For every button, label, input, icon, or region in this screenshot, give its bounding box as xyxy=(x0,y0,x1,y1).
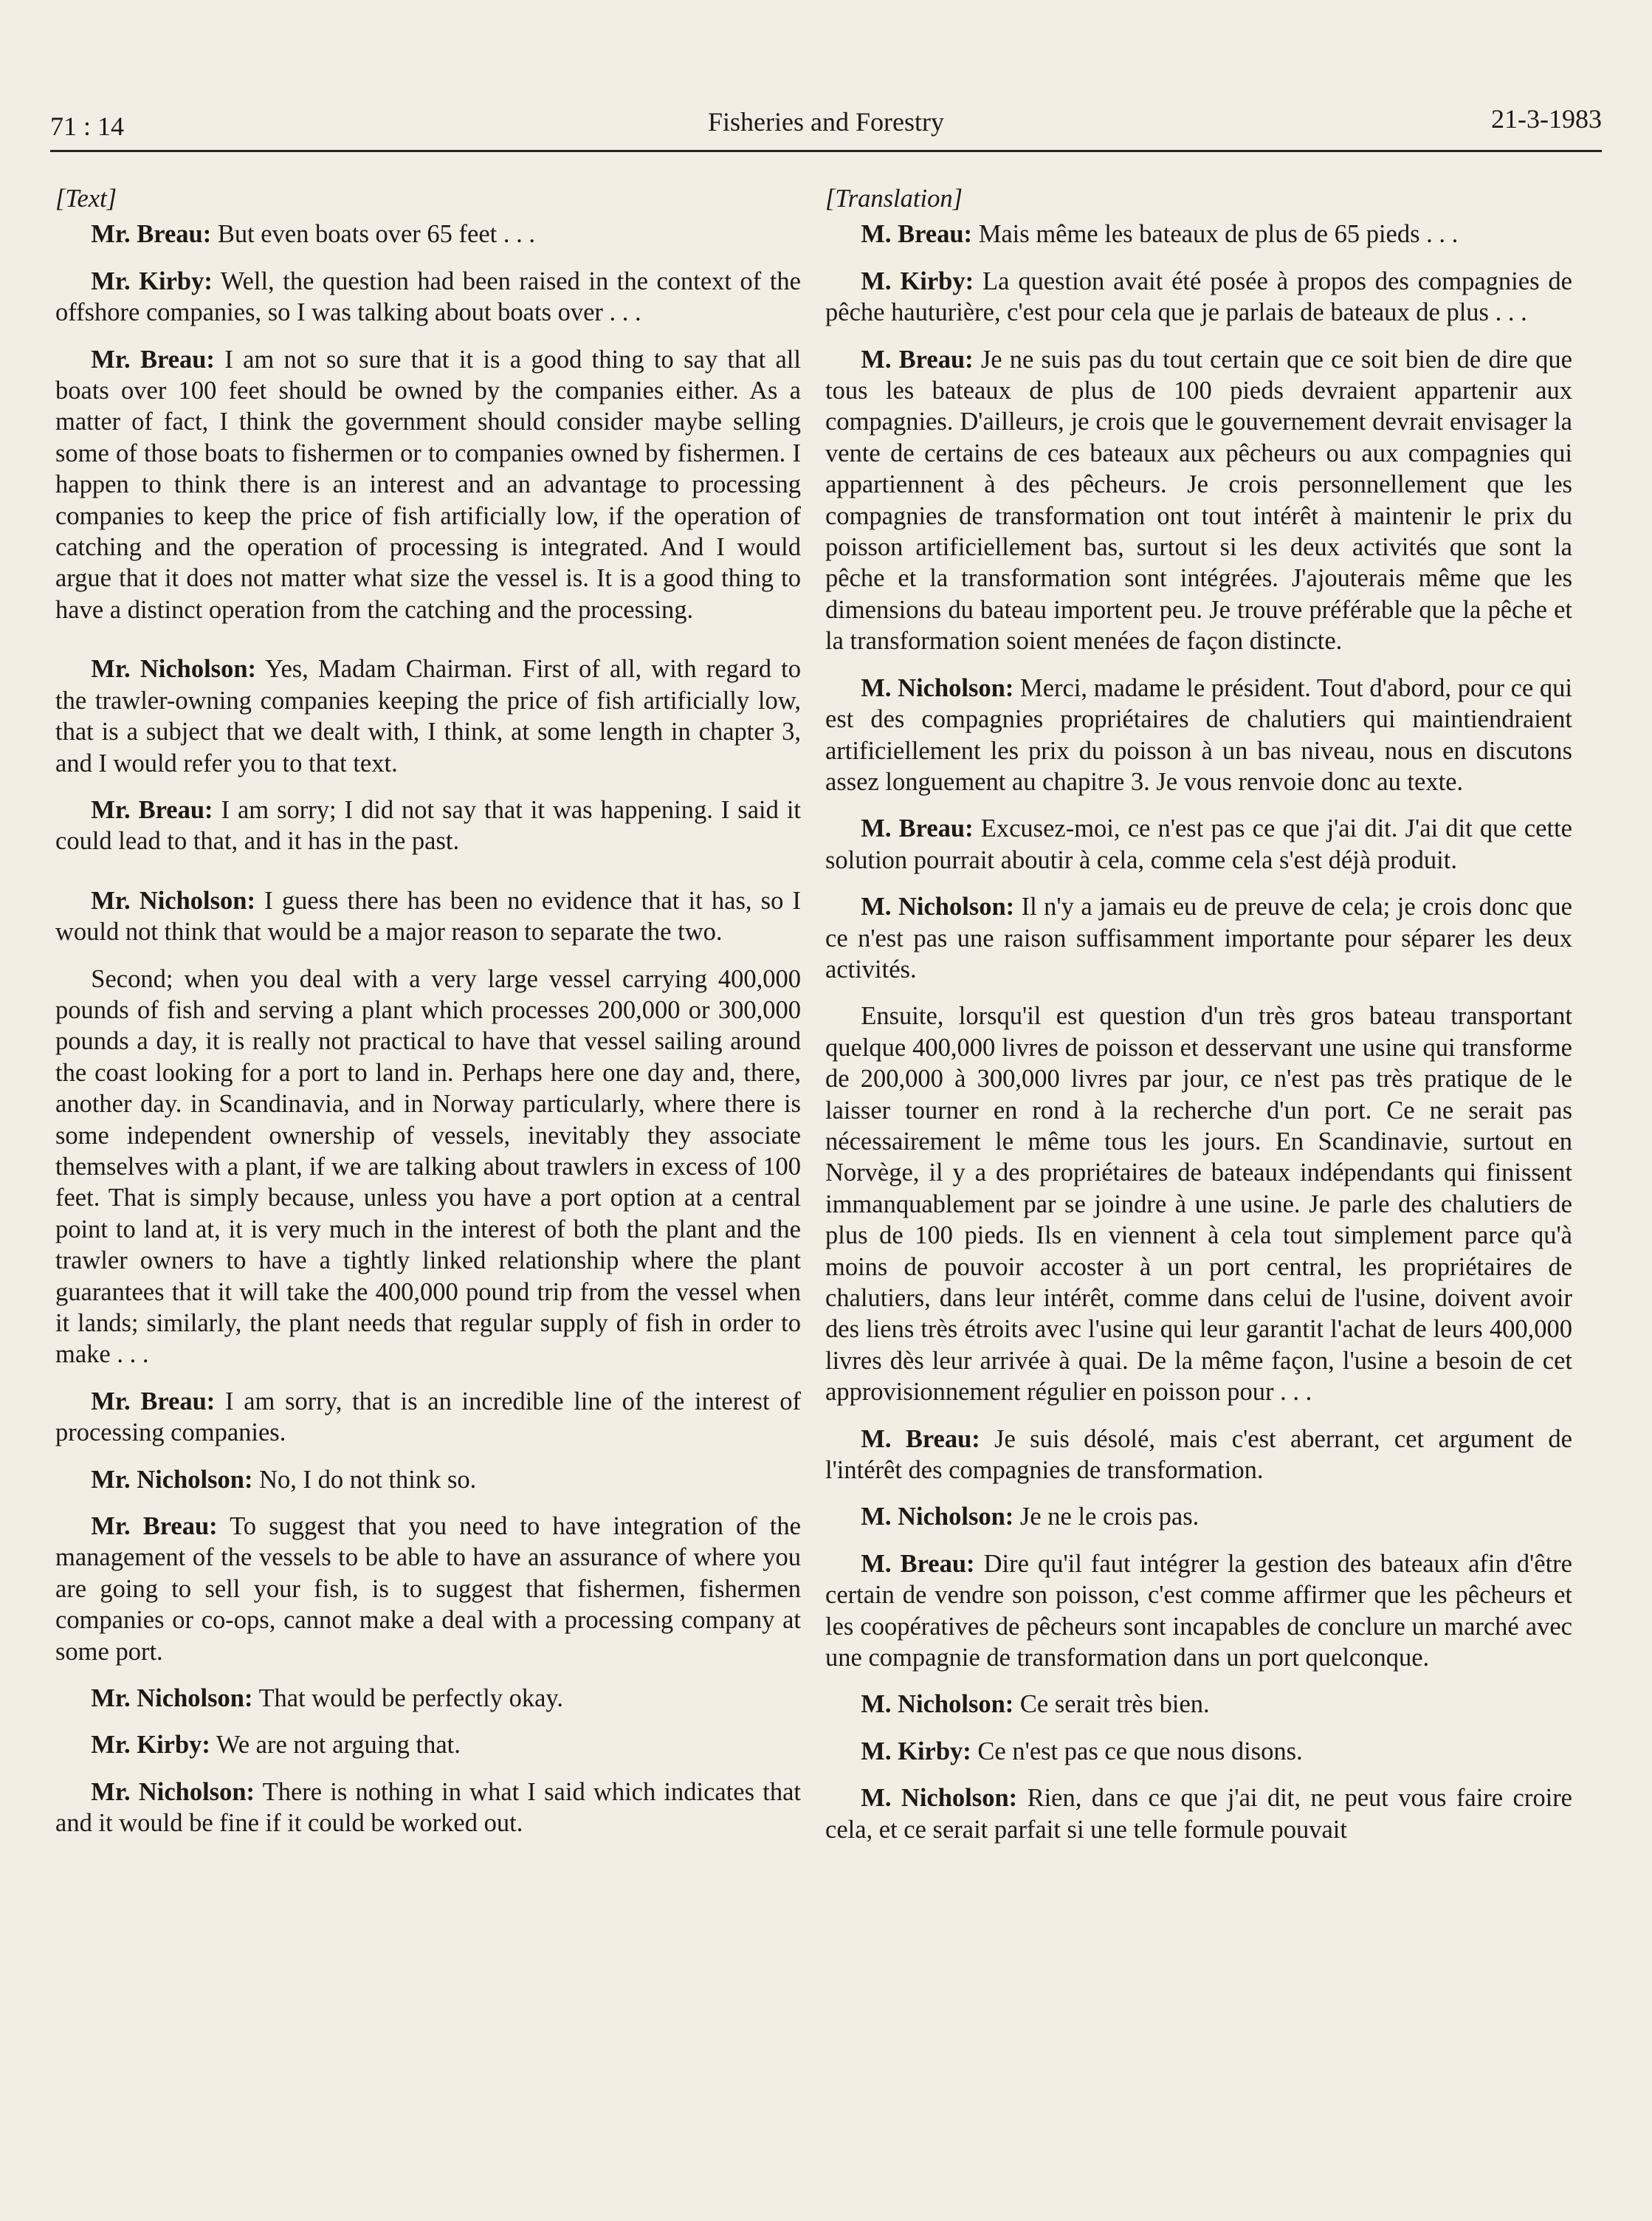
speech-text: I am sorry, that is an incredible line of the interest of processing companies. xyxy=(55,1387,801,1447)
paragraph xyxy=(55,1683,801,1714)
speaker-name: Mr. Nicholson: xyxy=(91,1465,253,1494)
speaker-name: M. Nicholson: xyxy=(861,1503,1014,1531)
speech-text: Je suis désolé, mais c'est aberrant, cet argument de l'intérêt des compagnies de transformation. xyxy=(825,1424,1572,1485)
speaker-name: M. Nicholson: xyxy=(861,1690,1014,1719)
speech-text: Il n'y a jamais eu de preuve de cela; je crois donc que ce n'est pas une raison suffisamment importante pour séparer les deux activités. xyxy=(825,893,1572,984)
paragraph xyxy=(825,1736,1572,1767)
paragraph xyxy=(55,885,801,948)
page-header xyxy=(50,103,1602,148)
column-label: [Translation] xyxy=(825,185,963,213)
paragraph xyxy=(55,1464,801,1495)
issue-date: 21-3-1983 xyxy=(1491,104,1602,134)
paragraph xyxy=(55,1729,801,1760)
speech-text: Yes, Madam Chairman. First of all, with regard to the trawler-owning companies keeping the price of fish artificially low, that is a subject that we dealt with, I think, at some length in chapter 3, and I would refer you to that text. xyxy=(55,655,801,777)
paragraph xyxy=(55,1777,801,1839)
speaker-name: M. Nicholson: xyxy=(861,673,1014,702)
speaker-name: M. Breau: xyxy=(861,1549,975,1578)
speech-text: We are not arguing that. xyxy=(210,1731,461,1760)
speaker-name: Mr. Breau: xyxy=(91,220,212,249)
publication-title: Fisheries and Forestry xyxy=(708,107,944,137)
speaker-name: Mr. Breau: xyxy=(91,345,215,374)
speech-text: Well, the question had been raised in the context of the offshore companies, so I was talking about boats over . . . xyxy=(55,267,801,327)
spacer xyxy=(55,641,801,653)
speaker-name: Mr. Nicholson: xyxy=(91,886,255,915)
speaker-name: Mr. Kirby: xyxy=(91,1731,210,1760)
paragraph xyxy=(825,344,1572,657)
paragraph xyxy=(55,344,801,626)
speaker-name: M. Kirby: xyxy=(861,1737,971,1765)
speaker-name: M. Kirby: xyxy=(861,267,974,295)
speaker-name: Mr. Kirby: xyxy=(91,267,213,295)
speech-text: Mais même les bateaux de plus de 65 pieds . . . xyxy=(972,220,1459,249)
speech-text: Excusez-moi, ce n'est pas ce que j'ai dit. J'ai dit que cette solution pourrait aboutir à cela, comme cela s'est déjà produit. xyxy=(825,814,1572,874)
paragraph xyxy=(825,1424,1572,1486)
paragraph xyxy=(55,653,801,779)
speech-text: Rien, dans ce que j'ai dit, ne peut vous faire croire cela, et ce serait parfait si une telle formule pouvait xyxy=(825,1784,1572,1844)
speech-text: There is nothing in what I said which indicates that and it would be fine if it could be worked out. xyxy=(55,1777,801,1838)
speaker-name: Mr. Nicholson: xyxy=(91,1777,255,1806)
speaker-name: Mr. Breau: xyxy=(91,795,213,824)
speech-text: I am not so sure that it is a good thing to say that all boats over 100 feet should be owned by the companies either. As a matter of fact, I think the government should consider maybe selling some of those boats to fishermen or to companies owned by fishermen. I happen to think there is an interest and an advantage to processing companies to keep the price of fish artificially low, if the operation of catching and the operation of processing is integrated. And I would argue that it does not matter what size the vessel is. It is a good thing to have a distinct operation from the catching and the processing. xyxy=(55,345,801,624)
paragraph xyxy=(55,794,801,857)
speaker-name: M. Breau: xyxy=(861,345,974,374)
speech-text: To suggest that you need to have integration of the management of the vessels to be able to have an assurance of where you are going to sell your fish, is to suggest that fishermen, fishermen companies or co-ops, cannot make a deal with a processing company at some port. xyxy=(55,1512,801,1666)
speech-text: La question avait été posée à propos des compagnies de pêche hauturière, c'est pour cela que je parlais de bateaux de plus . . . xyxy=(825,267,1572,327)
speech-text: Je ne suis pas du tout certain que ce soit bien de dire que tous les bateaux de plus de 100 pieds devraient appartenir aux compagnies. D'ailleurs, je crois que le gouvernement devrait envisager la vente de certains de ces bateaux aux pêcheurs ou aux compagnies qui appartiennent à des pêcheurs. Je crois personnellement que les compagnies de transformation ont tout intérêt à maintenir le prix du poisson artificiellement bas, surtout si les deux activités que sont la pêche et la transformation sont intégrées. J'ajouterais même que les dimensions du bateau importent peu. Je trouve préférable que la pêche et la transformation soient menées de façon distincte. xyxy=(825,345,1572,656)
english-column xyxy=(55,183,801,1855)
paragraph xyxy=(55,266,801,329)
speaker-name: Mr. Nicholson: xyxy=(91,1684,253,1713)
speaker-name: Mr. Nicholson: xyxy=(91,655,257,684)
speech-text: Ensuite, lorsqu'il est question d'un très gros bateau transportant quelque 400,000 livres de poisson et desservant une usine qui transforme de 200,000 à 300,000 livres par jour, ce n'est pas très pratique de le laisser tourner en rond à la recherche d'un port. Ce ne serait pas nécessairement le même tous les jours. En Scandinavie, surtout en Norvège, il y a des propriétaires de bateaux indépendants qui finissent immanquablement par se joindre à une usine. Je parle des chalutiers de plus de 100 pieds. Ils en viennent à cela tout simplement parce qu'à moins de pouvoir accoster à un port central, les propriétaires de chalutiers, dans leur intérêt, comme dans celui de l'usine, doivent avoir des liens très étroits avec l'usine qui leur garantit l'achat de leurs 400,000 livres dès leur arrivée à quai. De la même façon, l'usine a besoin de cet approvisionnement régulier en poisson pour . . . xyxy=(825,1002,1572,1407)
speaker-name: M. Nicholson: xyxy=(861,893,1015,921)
speech-text: Ce serait très bien. xyxy=(1013,1690,1210,1719)
paragraph xyxy=(825,1000,1572,1407)
paragraph xyxy=(55,219,801,250)
paragraph xyxy=(55,1511,801,1667)
speech-text: Dire qu'il faut intégrer la gestion des bateaux afin d'être certain de vendre son poisson, c'est comme affirmer que les pêcheurs et les coopératives de pêcheurs sont incapables de conclure un marché avec une compagnie de transformation dans un port quelconque. xyxy=(825,1549,1572,1672)
speaker-name: Mr. Breau: xyxy=(91,1387,216,1415)
speaker-name: M. Breau: xyxy=(861,814,974,843)
paragraph xyxy=(825,813,1572,876)
speech-text: But even boats over 65 feet . . . xyxy=(211,220,535,249)
speech-text: Merci, madame le président. Tout d'abord, pour ce qui est des compagnies propriétaires de chalutiers qui maintiendraient artificiellement les prix du poisson à un bas niveau, nous en discutons assez longuement au chapitre 3. Je vous renvoie donc au texte. xyxy=(825,673,1573,796)
speech-text: Je ne le crois pas. xyxy=(1013,1503,1200,1531)
paragraph xyxy=(825,1782,1572,1845)
paragraph xyxy=(825,219,1572,250)
speech-text: Ce n'est pas ce que nous disons. xyxy=(971,1737,1303,1765)
paragraph xyxy=(825,266,1572,329)
paragraph xyxy=(825,1689,1572,1720)
french-column xyxy=(825,183,1572,1861)
speech-text: Second; when you deal with a very large vessel carrying 400,000 pounds of fish and serving a plant which processes 200,000 or 300,000 pounds a day, it is really not practical to have that vessel sailing around the coast looking for a port to land in. Perhaps here one day and, there, another day. in Scandinavia, and in Norway particularly, where there is some independent ownership of vessels, inevitably they associate themselves with a plant, if we are talking about trawlers in excess of 100 feet. That is simply because, unless you have a port option at a central point to land at, it is very much in the interest of both the plant and the trawler owners to have a tightly linked relationship where the plant guarantees that it will take the 400,000 pound trip from the vessel when it lands; similarly, the plant needs that regular supply of fish in order to make . . . xyxy=(55,964,801,1369)
paragraph xyxy=(825,1501,1572,1532)
speech-text: I am sorry; I did not say that it was happening. I said it could lead to that, and it has in the past. xyxy=(55,795,801,856)
header-rule xyxy=(50,150,1602,152)
spacer xyxy=(55,873,801,885)
speaker-name: M. Breau: xyxy=(861,1424,980,1453)
paragraph xyxy=(825,1548,1572,1674)
paragraph xyxy=(825,673,1572,798)
speaker-name: Mr. Breau: xyxy=(91,1512,218,1541)
paragraph xyxy=(55,964,801,1370)
speaker-name: M. Breau: xyxy=(861,220,973,249)
speech-text: No, I do not think so. xyxy=(252,1465,477,1494)
speaker-name: M. Nicholson: xyxy=(861,1784,1018,1813)
paragraph xyxy=(55,1386,801,1449)
paragraph xyxy=(825,891,1572,985)
speech-text: That would be perfectly okay. xyxy=(252,1684,564,1713)
column-label: [Text] xyxy=(55,185,117,213)
page-reference: 71 : 14 xyxy=(50,111,125,141)
speech-text: I guess there has been no evidence that it has, so I would not think that would be a major reason to separate the two. xyxy=(55,886,801,947)
